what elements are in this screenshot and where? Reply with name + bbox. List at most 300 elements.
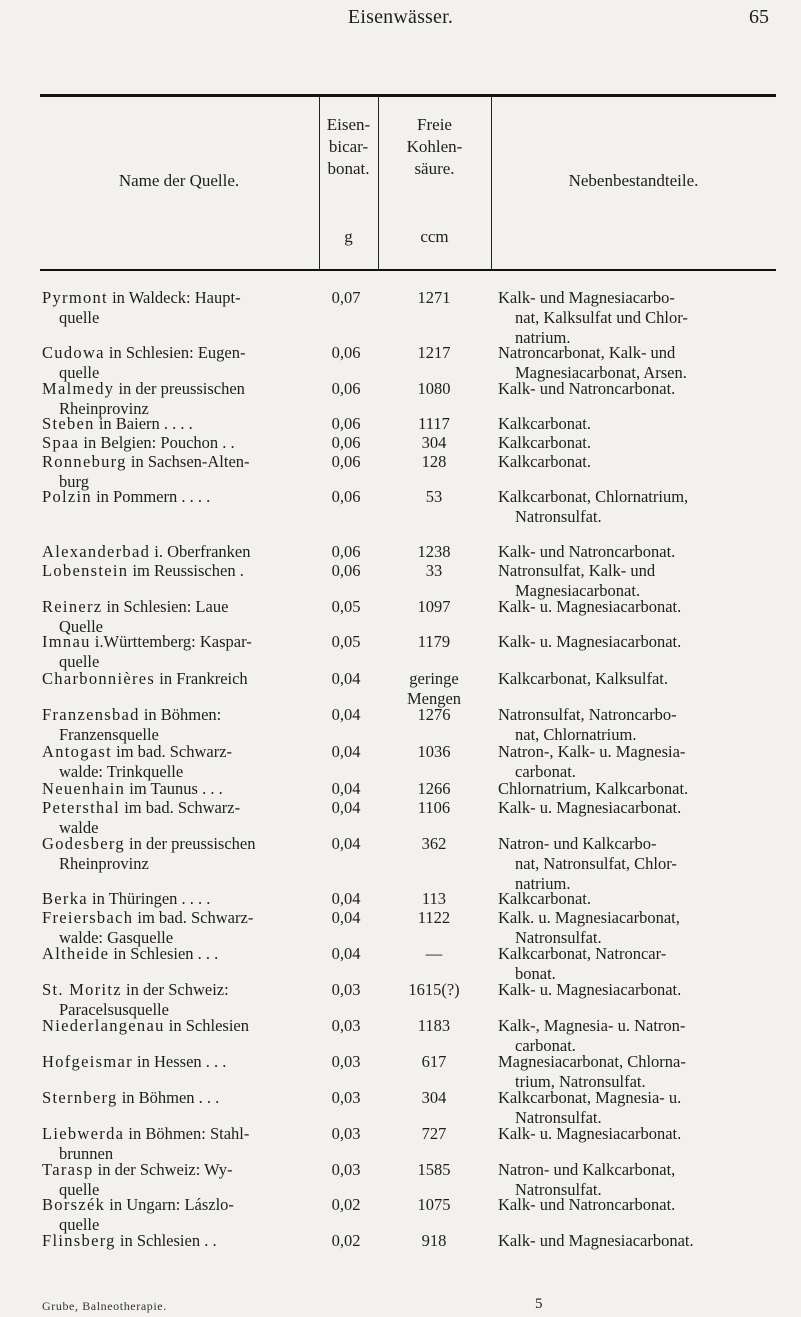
spring-name: Cudowa <box>42 343 105 362</box>
spring-name-cell <box>42 889 306 909</box>
spring-name-cell <box>42 944 306 964</box>
spring-name: Pyrmont <box>42 288 108 307</box>
free-co2-value: 1106 <box>417 798 451 817</box>
free-co2-cell <box>384 414 484 434</box>
constituents-line: Natronsulfat. <box>515 928 602 947</box>
spring-name-line <box>42 1088 306 1108</box>
spring-name-continuation: Rheinprovinz <box>59 854 149 873</box>
spring-name-continuation: quelle <box>59 308 100 327</box>
constituents-cell <box>498 980 773 1000</box>
free-co2-cell <box>384 1195 484 1215</box>
constituents-cell <box>498 908 773 948</box>
header-co2-line: Kohlen- <box>406 137 463 156</box>
constituents-line: Natronsulfat, Kalk- und <box>498 561 656 580</box>
spring-name-cell <box>42 669 306 689</box>
spring-name-line <box>42 779 306 799</box>
spring-name: St. Moritz <box>42 980 122 999</box>
spring-name-line <box>42 343 306 363</box>
free-co2-value: 304 <box>421 1088 447 1107</box>
free-co2-cell <box>384 632 484 652</box>
spring-location: in Ungarn: Lászlo- <box>105 1195 234 1214</box>
spring-name-continuation: quelle <box>59 1180 100 1199</box>
free-co2-cell <box>384 379 484 399</box>
constituents-cell <box>498 487 773 527</box>
iron-bicarbonate-value: 0,06 <box>331 343 361 362</box>
free-co2-value: 1217 <box>417 343 451 362</box>
spring-location: i. Oberfranken <box>150 542 251 561</box>
spring-name-cell <box>42 288 306 328</box>
free-co2-value: 1266 <box>417 779 451 798</box>
footer-source: Grube, Balneotherapie. <box>42 1299 167 1313</box>
header-iron <box>319 114 378 180</box>
free-co2-value: 1097 <box>417 597 451 616</box>
constituents-line: Magnesiacarbonat, Arsen. <box>515 363 687 382</box>
spring-name-line <box>42 705 306 725</box>
iron-bicarbonate-value: 0,06 <box>331 542 361 561</box>
free-co2-value: 1179 <box>417 632 451 651</box>
spring-location: in Pommern . . . . <box>91 487 211 506</box>
spring-name-line <box>42 632 306 652</box>
spring-location: in Frankreich <box>155 669 248 688</box>
spring-name-cell <box>42 561 306 581</box>
spring-name: Sternberg <box>42 1088 118 1107</box>
spring-name-cell <box>42 834 306 874</box>
spring-name-line <box>42 1160 306 1180</box>
constituents-cell <box>498 1231 773 1251</box>
spring-name-cell <box>42 597 306 637</box>
free-co2-cell <box>384 779 484 799</box>
constituents-line: Kalkcarbonat. <box>498 414 591 433</box>
header-iron-line: bonat. <box>327 159 370 178</box>
constituents-line: Natron- und Kalkcarbo- <box>498 834 657 853</box>
spring-name-line <box>42 889 306 909</box>
spring-location: in Baiern . . . . <box>94 414 193 433</box>
spring-name: Lobenstein <box>42 561 129 580</box>
spring-name-line <box>42 1124 306 1144</box>
constituents-line: Natron-, Kalk- u. Magnesia- <box>498 742 686 761</box>
iron-bicarbonate-value: 0,07 <box>331 288 361 307</box>
iron-bicarbonate-value: 0,04 <box>331 705 361 724</box>
spring-location: in Waldeck: Haupt- <box>107 288 241 307</box>
spring-name: Spaa <box>42 433 80 452</box>
free-co2-cell <box>384 742 484 762</box>
iron-bicarbonate-value: 0,04 <box>331 908 361 927</box>
constituents-cell <box>498 343 773 383</box>
table-header-rule <box>40 269 776 271</box>
spring-name-line <box>42 487 306 507</box>
spring-location: i.Württemberg: Kaspar- <box>90 632 252 651</box>
spring-name: Freiersbach <box>42 908 134 927</box>
free-co2-value: 1075 <box>417 1195 451 1214</box>
iron-bicarbonate-value: 0,03 <box>331 980 361 999</box>
constituents-line: trium, Natronsulfat. <box>515 1072 646 1091</box>
spring-name-cell <box>42 542 306 562</box>
spring-name-line <box>42 1052 306 1072</box>
constituents-cell <box>498 288 773 348</box>
spring-location: im bad. Schwarz- <box>133 908 254 927</box>
constituents-cell <box>498 542 773 562</box>
spring-name-line <box>42 980 306 1000</box>
iron-bicarbonate-value: 0,06 <box>331 379 361 398</box>
free-co2-value: 1615(?) <box>408 980 460 999</box>
constituents-cell <box>498 1052 773 1092</box>
iron-bicarbonate-value: 0,05 <box>331 632 361 651</box>
spring-name-line <box>42 1231 306 1251</box>
spring-location: in Schlesien . . <box>115 1231 217 1250</box>
spring-name-continuation: Franzensquelle <box>59 725 159 744</box>
header-co2-unit <box>378 226 491 248</box>
spring-name-cell <box>42 980 306 1020</box>
header-name <box>40 170 318 192</box>
free-co2-cell <box>384 452 484 472</box>
free-co2-cell <box>384 669 484 709</box>
spring-name: Neuenhain <box>42 779 126 798</box>
constituents-line: Kalk- u. Magnesiacarbonat. <box>498 1124 682 1143</box>
iron-bicarbonate-value: 0,04 <box>331 669 361 688</box>
spring-name: Charbonnières <box>42 669 156 688</box>
spring-name-continuation: burg <box>59 472 89 491</box>
free-co2-value: 128 <box>421 452 447 471</box>
iron-bicarbonate-value: 0,05 <box>331 597 361 616</box>
free-co2-value: 1117 <box>418 414 450 433</box>
iron-bicarbonate-value: 0,02 <box>331 1195 361 1214</box>
iron-bicarbonate-value: 0,06 <box>331 487 361 506</box>
spring-location: in der preussischen <box>114 379 245 398</box>
free-co2-value: 1238 <box>417 542 451 561</box>
constituents-cell <box>498 889 773 909</box>
free-co2-cell <box>384 561 484 581</box>
spring-location: in Thüringen . . . . <box>87 889 211 908</box>
spring-name-line <box>42 542 306 562</box>
constituents-cell <box>498 1124 773 1144</box>
spring-name-line <box>42 908 306 928</box>
spring-name-line <box>42 1195 306 1215</box>
constituents-line: Kalkcarbonat. <box>498 889 591 908</box>
header-co2-unit-label: ccm <box>420 227 449 246</box>
constituents-line: Kalkcarbonat, Kalksulfat. <box>498 669 668 688</box>
spring-name-cell <box>42 1231 306 1251</box>
iron-bicarbonate-value: 0,04 <box>331 798 361 817</box>
spring-location: im bad. Schwarz- <box>120 798 241 817</box>
spring-name-continuation: brunnen <box>59 1144 114 1163</box>
constituents-cell <box>498 944 773 984</box>
spring-name-line <box>42 798 306 818</box>
spring-location: in Schlesien <box>164 1016 249 1035</box>
spring-location: in der Schweiz: <box>121 980 229 999</box>
spring-name: Godesberg <box>42 834 125 853</box>
constituents-line: nat, Kalksulfat und Chlor- <box>515 308 688 327</box>
iron-bicarbonate-value: 0,03 <box>331 1124 361 1143</box>
header-iron-line: Eisen- <box>326 115 371 134</box>
free-co2-cell <box>384 889 484 909</box>
spring-location: im Reussischen . <box>128 561 244 580</box>
iron-bicarbonate-value: 0,03 <box>331 1088 361 1107</box>
free-co2-cell <box>384 1124 484 1144</box>
free-co2-value: 1122 <box>417 908 451 927</box>
constituents-line: natrium. <box>515 328 571 347</box>
spring-name: Liebwerda <box>42 1124 125 1143</box>
iron-bicarbonate-value: 0,03 <box>331 1052 361 1071</box>
free-co2-value: 113 <box>421 889 447 908</box>
free-co2-cell <box>384 908 484 928</box>
free-co2-value: 1585 <box>417 1160 451 1179</box>
constituents-line: nat, Natronsulfat, Chlor- <box>515 854 677 873</box>
free-co2-value: 362 <box>421 834 447 853</box>
spring-name: Hofgeismar <box>42 1052 133 1071</box>
free-co2-cell <box>384 798 484 818</box>
spring-name: Polzin <box>42 487 92 506</box>
constituents-line: Natron- und Kalkcarbonat, <box>498 1160 676 1179</box>
spring-name-cell <box>42 1160 306 1200</box>
free-co2-cell <box>384 834 484 854</box>
free-co2-cell <box>384 1231 484 1251</box>
spring-name-cell <box>42 798 306 838</box>
constituents-cell <box>498 561 773 601</box>
constituents-line: carbonat. <box>515 762 576 781</box>
header-iron-unit-label: g <box>344 227 353 246</box>
iron-bicarbonate-value: 0,04 <box>331 834 361 853</box>
free-co2-cell <box>384 487 484 507</box>
constituents-line: Kalk- u. Magnesiacarbonat. <box>498 798 682 817</box>
spring-name-continuation: quelle <box>59 363 100 382</box>
header-name-label: Name der Quelle. <box>118 171 240 190</box>
constituents-line: nat, Chlornatrium. <box>515 725 637 744</box>
constituents-cell <box>498 1195 773 1215</box>
constituents-line: Kalk- u. Magnesiacarbonat. <box>498 632 682 651</box>
free-co2-cell <box>384 288 484 308</box>
spring-location: in Belgien: Pouchon . . <box>79 433 235 452</box>
constituents-cell <box>498 452 773 472</box>
constituents-line: Chlornatrium, Kalkcarbonat. <box>498 779 689 798</box>
constituents-line: Magnesiacarbonat, Chlorna- <box>498 1052 686 1071</box>
spring-location: in Schlesien: Laue <box>102 597 229 616</box>
free-co2-cell <box>384 1088 484 1108</box>
free-co2-cell <box>384 597 484 617</box>
iron-bicarbonate-value: 0,06 <box>331 561 361 580</box>
spring-name-cell <box>42 379 306 419</box>
spring-name-line <box>42 433 306 453</box>
free-co2-cell <box>384 980 484 1000</box>
free-co2-value: 304 <box>421 433 447 452</box>
spring-name-continuation: Paracelsusquelle <box>59 1000 169 1019</box>
constituents-cell <box>498 632 773 652</box>
header-co2 <box>378 114 491 180</box>
free-co2-value: 1080 <box>417 379 451 398</box>
iron-bicarbonate-value: 0,04 <box>331 889 361 908</box>
spring-name: Altheide <box>42 944 110 963</box>
spring-name-cell <box>42 705 306 745</box>
constituents-line: carbonat. <box>515 1036 576 1055</box>
constituents-line: Kalk. u. Magnesiacarbonat, <box>498 908 680 927</box>
spring-location: in Sachsen-Alten- <box>126 452 250 471</box>
constituents-line: Kalk-, Magnesia- u. Natron- <box>498 1016 686 1035</box>
iron-bicarbonate-value: 0,06 <box>331 414 361 433</box>
spring-name-continuation: Rheinprovinz <box>59 399 149 418</box>
page-title: Eisenwässer. <box>347 6 454 28</box>
spring-name-line <box>42 597 306 617</box>
free-co2-value: 1276 <box>417 705 451 724</box>
spring-location: in Böhmen: <box>139 705 222 724</box>
spring-location: in der Schweiz: Wy- <box>93 1160 233 1179</box>
table-top-rule <box>40 94 776 97</box>
spring-name: Steben <box>42 414 95 433</box>
free-co2-value: 33 <box>425 561 443 580</box>
spring-name-cell <box>42 414 306 434</box>
spring-name-line <box>42 1016 306 1036</box>
spring-name: Reinerz <box>42 597 103 616</box>
constituents-cell <box>498 834 773 894</box>
spring-name-line <box>42 669 306 689</box>
constituents-line: Kalk- u. Magnesiacarbonat. <box>498 597 682 616</box>
page-number: 65 <box>749 6 769 28</box>
iron-bicarbonate-value: 0,04 <box>331 944 361 963</box>
spring-name-continuation: Quelle <box>59 617 103 636</box>
spring-name-cell <box>42 1088 306 1108</box>
free-co2-cell <box>384 705 484 725</box>
free-co2-value: 1036 <box>417 742 451 761</box>
header-co2-line: säure. <box>414 159 455 178</box>
constituents-line: Kalk- u. Magnesiacarbonat. <box>498 980 682 999</box>
spring-name: Tarasp <box>42 1160 94 1179</box>
spring-name: Imnau <box>42 632 91 651</box>
spring-name-line <box>42 414 306 434</box>
iron-bicarbonate-value: 0,02 <box>331 1231 361 1250</box>
spring-name-cell <box>42 343 306 383</box>
constituents-line: natrium. <box>515 874 571 893</box>
constituents-line: Kalkcarbonat. <box>498 452 591 471</box>
iron-bicarbonate-value: 0,04 <box>331 742 361 761</box>
spring-location: in Schlesien . . . <box>109 944 219 963</box>
header-co2-line: Freie <box>417 115 452 134</box>
header-iron-line: bicar- <box>328 137 369 156</box>
spring-name: Flinsberg <box>42 1231 116 1250</box>
spring-location: in der preussischen <box>124 834 256 853</box>
free-co2-value: 53 <box>425 487 443 506</box>
constituents-line: Kalkcarbonat, Magnesia- u. <box>498 1088 682 1107</box>
free-co2-value: Mengen <box>406 689 462 708</box>
spring-location: in Böhmen . . . <box>117 1088 220 1107</box>
constituents-cell <box>498 1088 773 1128</box>
constituents-line: Natronsulfat. <box>515 507 602 526</box>
constituents-cell <box>498 379 773 399</box>
spring-location: im bad. Schwarz- <box>111 742 233 761</box>
spring-name: Niederlangenau <box>42 1016 165 1035</box>
free-co2-value: 1183 <box>417 1016 451 1035</box>
constituents-line: Natronsulfat. <box>515 1108 602 1127</box>
constituents-line: Kalk- und Natroncarbonat. <box>498 542 676 561</box>
free-co2-value: 617 <box>421 1052 447 1071</box>
spring-name-cell <box>42 487 306 507</box>
constituents-cell <box>498 414 773 434</box>
spring-name-cell <box>42 908 306 948</box>
iron-bicarbonate-value: 0,06 <box>331 452 361 471</box>
constituents-cell <box>498 798 773 818</box>
iron-bicarbonate-value: 0,06 <box>331 433 361 452</box>
constituents-line: Magnesiacarbonat. <box>515 581 641 600</box>
iron-bicarbonate-value: 0,04 <box>331 779 361 798</box>
free-co2-cell <box>384 542 484 562</box>
free-co2-cell <box>384 1016 484 1036</box>
constituents-line: Kalk- und Magnesiacarbonat. <box>498 1231 694 1250</box>
constituents-line: Kalk- und Magnesiacarbo- <box>498 288 675 307</box>
constituents-line: bonat. <box>515 964 556 983</box>
free-co2-cell <box>384 433 484 453</box>
spring-name-cell <box>42 433 306 453</box>
spring-location: im Taunus . . . <box>125 779 223 798</box>
spring-name-line <box>42 742 306 762</box>
free-co2-cell <box>384 944 484 964</box>
spring-name-cell <box>42 742 306 782</box>
spring-name-cell <box>42 779 306 799</box>
spring-name-cell <box>42 632 306 672</box>
constituents-line: Kalk- und Natroncarbonat. <box>498 379 676 398</box>
constituents-cell <box>498 742 773 782</box>
header-rest-label: Nebenbestandteile. <box>568 171 699 190</box>
constituents-cell <box>498 705 773 745</box>
spring-name-line <box>42 379 306 399</box>
spring-name-cell <box>42 1052 306 1072</box>
spring-name: Ronneburg <box>42 452 127 471</box>
spring-name-continuation: quelle <box>59 652 100 671</box>
spring-name: Petersthal <box>42 798 121 817</box>
footer-signature: 5 <box>535 1296 543 1312</box>
constituents-cell <box>498 669 773 689</box>
spring-name-line <box>42 834 306 854</box>
spring-name: Berka <box>42 889 88 908</box>
spring-name-cell <box>42 1124 306 1164</box>
spring-name: Antogast <box>42 742 112 761</box>
spring-name-continuation: walde: Trinkquelle <box>59 762 184 781</box>
constituents-cell <box>498 597 773 617</box>
free-co2-value: 918 <box>421 1231 447 1250</box>
free-co2-value: geringe <box>409 669 459 688</box>
constituents-cell <box>498 433 773 453</box>
spring-location: in Böhmen: Stahl- <box>124 1124 250 1143</box>
spring-name-continuation: quelle <box>59 1215 100 1234</box>
constituents-line: Natronsulfat. <box>515 1180 602 1199</box>
spring-name-line <box>42 561 306 581</box>
constituents-line: Kalkcarbonat, Natroncar- <box>498 944 667 963</box>
spring-location: in Schlesien: Eugen- <box>104 343 246 362</box>
spring-name-cell <box>42 1016 306 1036</box>
constituents-line: Kalkcarbonat, Chlornatrium, <box>498 487 689 506</box>
constituents-line: Natroncarbonat, Kalk- und <box>498 343 676 362</box>
spring-name: Malmedy <box>42 379 115 398</box>
header-iron-unit <box>319 226 378 248</box>
free-co2-value: 727 <box>421 1124 447 1143</box>
constituents-cell <box>498 1160 773 1200</box>
free-co2-value: 1271 <box>417 288 451 307</box>
header-rest <box>491 170 776 192</box>
free-co2-cell <box>384 343 484 363</box>
spring-name-continuation: walde <box>59 818 99 837</box>
spring-location: in Hessen . . . <box>132 1052 227 1071</box>
constituents-cell <box>498 1016 773 1056</box>
free-co2-value: — <box>425 944 443 963</box>
constituents-line: Kalkcarbonat. <box>498 433 591 452</box>
free-co2-cell <box>384 1160 484 1180</box>
spring-name-cell <box>42 452 306 492</box>
iron-bicarbonate-value: 0,03 <box>331 1160 361 1179</box>
spring-name-line <box>42 288 306 308</box>
spring-name-continuation: walde: Gasquelle <box>59 928 174 947</box>
spring-name: Alexanderbad <box>42 542 151 561</box>
spring-name-line <box>42 452 306 472</box>
constituents-cell <box>498 779 773 799</box>
spring-name: Borszék <box>42 1195 106 1214</box>
constituents-line: Kalk- und Natroncarbonat. <box>498 1195 676 1214</box>
constituents-line: Natronsulfat, Natroncarbo- <box>498 705 677 724</box>
